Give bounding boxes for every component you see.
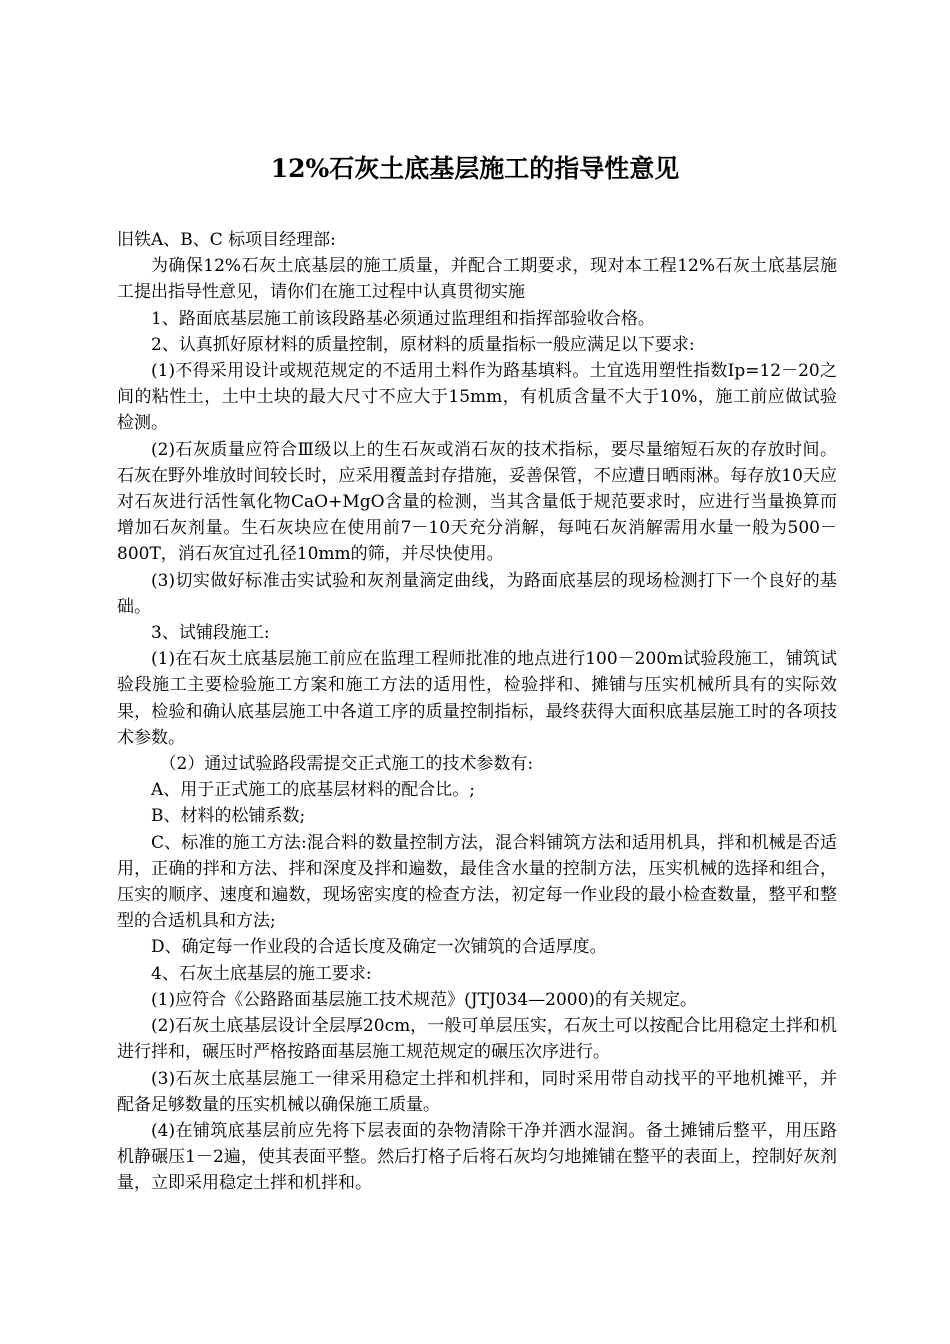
body-paragraph: (1)在石灰土底基层施工前应在监理工程师批准的地点进行100－200m试验段施工，铺筑试验段施工主要检验施工方案和施工方法的适用性，检验拌和、摊铺与压实机械所具有的实际效果，检验和确认底基层施工中各道工序的质量控制指标，最终获得大面积底基层施工时的各项技术参数。 [117,649,837,748]
body-paragraph: （2）通过试验路段需提交正式施工的技术参数有: [159,754,534,775]
body-paragraph: C、标准的施工方法:混合料的数量控制方法，混合料铺筑方法和适用机具，拌和机械是否适用，正确的拌和方法、拌和深度及拌和遍数，最佳含水量的控制方法，压实机械的选择和组合，压实的顺序、速度和遍数，现场密实度的检查方法，初定每一作业段的最小检查数量，整平和整型的合适机具和方法; [117,832,837,932]
body-paragraph: (1)应符合《公路路面基层施工技术规范》(JTJ034—2000)的有关规定。 [151,989,698,1010]
body-paragraph: 1、路面底基层施工前该段路基必须通过监理组和指挥部验收合格。 [151,308,655,329]
body-paragraph: A、用于正式施工的底基层材料的配合比。; [151,780,476,801]
document-body [117,227,837,1197]
body-paragraph: 3、试铺段施工: [151,623,270,644]
body-paragraph: (4)在铺筑底基层前应先将下层表面的杂物清除干净并洒水湿润。备土摊铺后整平，用压路机静碾压1－2遍，使其表面平整。然后打格子后将石灰均匀地摊铺在整平的表面上，控制好灰剂量，立即采用稳定土拌和机拌和。 [117,1120,837,1194]
document-title: 12%石灰土底基层施工的指导性意见 [270,153,680,183]
body-paragraph: (2)石灰质量应符合Ⅲ级以上的生石灰或消石灰的技术指标，要尽量缩短石灰的存放时间。石灰在野外堆放时间较长时，应采用覆盖封存措施，妥善保管，不应遭日晒雨淋。每存放10天应对石灰进行活性氧化物CaO+MgO含量的检测，当其含量低于规范要求时，应进行当量换算而增加石灰剂量。生石灰块应在使用前7－10天充分消解，每吨石灰消解需用水量一般为500－800T，消石灰宜过孔径10mm的筛，并尽快使用。 [117,439,837,565]
body-paragraph: 2、认真抓好原材料的质量控制，原材料的质量指标一般应满足以下要求: [151,334,695,355]
body-paragraph: B、材料的松铺系数; [151,806,306,827]
body-paragraph: 为确保12%石灰土底基层的施工质量，并配合工期要求，现对本工程12%石灰土底基层施工提出指导性意见，请你们在施工过程中认真贯彻实施 [117,256,837,303]
body-paragraph: 4、石灰土底基层的施工要求: [151,963,372,984]
body-paragraph: (2)石灰土底基层设计全层厚20cm，一般可单层压实，石灰土可以按配合比用稳定土拌和机进行拌和，碾压时严格按路面基层施工规范规定的碾压次序进行。 [117,1016,837,1063]
body-paragraph: (3)石灰土底基层施工一律采用稳定土拌和机拌和，同时采用带自动找平的平地机摊平，并配备足够数量的压实机械以确保施工质量。 [117,1068,837,1115]
body-paragraph: (3)切实做好标准击实试验和灰剂量滴定曲线，为路面底基层的现场检测打下一个良好的基础。 [117,570,837,617]
body-paragraph: D、确定每一作业段的合适长度及确定一次铺筑的合适厚度。 [151,937,607,958]
body-paragraph: 旧铁A、B、C 标项目经理部: [117,230,336,250]
body-paragraph: (1)不得采用设计或规范规定的不适用土料作为路基填料。土宜选用塑性指数Ip=12－20之间的粘性土，土中土块的最大尺寸不应大于15mm，有机质含量不大于10%，施工前应做试验检测。 [117,361,837,434]
